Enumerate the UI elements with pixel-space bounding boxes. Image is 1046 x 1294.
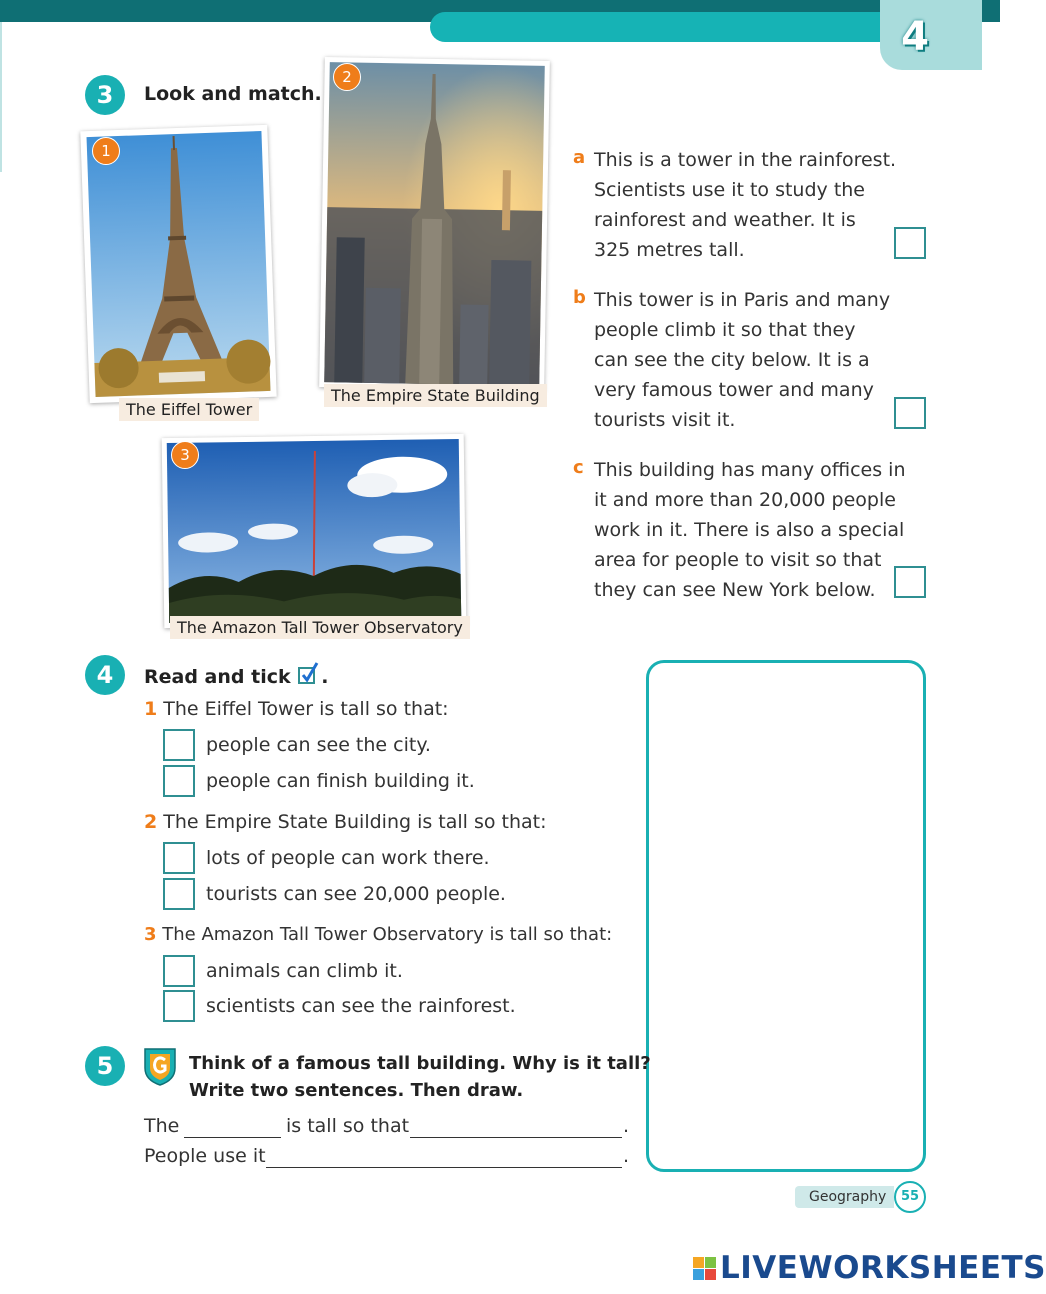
question-text: The Empire State Building is tall so that:: [163, 811, 547, 833]
tick-box-icon: [297, 662, 321, 691]
option-3b: scientists can see the rainforest.: [206, 995, 516, 1017]
statement-line: can see the city below. It is a: [594, 349, 870, 371]
sentence-1-start: The: [144, 1115, 180, 1137]
header-accent-bar: [430, 12, 900, 42]
liveworksheets-brand: LIVEWORKSHEETS: [720, 1250, 1046, 1286]
question-text: The Amazon Tall Tower Observatory is tall so that:: [162, 924, 613, 945]
question-number: 3: [144, 924, 157, 945]
sentence-1-middle: is tall so that: [286, 1115, 410, 1137]
question-2: [144, 811, 547, 833]
statement-line: 325 metres tall.: [594, 239, 745, 261]
photo-1-badge: 1: [92, 137, 120, 165]
question-number: 2: [144, 811, 158, 833]
page-number: 55: [894, 1181, 926, 1213]
match-box-b[interactable]: [894, 397, 926, 429]
liveworksheets-logo-icon: [692, 1255, 718, 1287]
question-number: 1: [144, 698, 158, 720]
statement-line: tourists visit it.: [594, 409, 736, 431]
subject-label: Geography: [795, 1186, 894, 1208]
question-1: [144, 698, 449, 720]
statement-line: they can see New York below.: [594, 579, 876, 601]
statement-letter: c: [573, 457, 584, 478]
eiffel-tower-photo: [80, 125, 276, 403]
exercise-4-title-end: .: [321, 666, 329, 688]
statement-line: it and more than 20,000 people: [594, 489, 896, 511]
option-1b: people can finish building it.: [206, 770, 475, 792]
exercise-4-number: 4: [85, 655, 125, 695]
option-2a: lots of people can work there.: [206, 847, 490, 869]
exercise-5-number: 5: [85, 1046, 125, 1086]
exercise-3-number: 3: [85, 75, 125, 115]
left-rule: [0, 22, 2, 172]
amazon-tower-caption: The Amazon Tall Tower Observatory: [170, 616, 470, 639]
exercise-5-line-1: Think of a famous tall building. Why is it tall?: [189, 1053, 651, 1074]
empire-state-photo: [319, 57, 550, 391]
amazon-tower-photo: [162, 434, 467, 628]
tick-box-3a[interactable]: [163, 955, 195, 987]
statement-line: This tower is in Paris and many: [594, 289, 891, 311]
tick-box-3b[interactable]: [163, 990, 195, 1022]
sentence-2-start: People use it: [144, 1145, 266, 1167]
answer-blank-use[interactable]: [266, 1167, 622, 1168]
exercise-3-title: Look and match.: [144, 83, 322, 105]
tick-box-1a[interactable]: [163, 729, 195, 761]
option-1a: people can see the city.: [206, 734, 431, 756]
statement-line: people climb it so that they: [594, 319, 856, 341]
drawing-area[interactable]: [646, 660, 926, 1172]
sentence-1-end: .: [623, 1115, 630, 1137]
exercise-5-line-2: Write two sentences. Then draw.: [189, 1080, 524, 1101]
tick-box-2a[interactable]: [163, 842, 195, 874]
statement-line: area for people to visit so that: [594, 549, 882, 571]
match-box-a[interactable]: [894, 227, 926, 259]
question-text: The Eiffel Tower is tall so that:: [163, 698, 449, 720]
unit-number: 4: [901, 14, 929, 60]
answer-blank-building[interactable]: [184, 1137, 281, 1138]
option-2b: tourists can see 20,000 people.: [206, 883, 506, 905]
match-box-c[interactable]: [894, 566, 926, 598]
statement-line: Scientists use it to study the: [594, 179, 866, 201]
photo-2-badge: 2: [333, 63, 361, 91]
exercise-4-title-text: Read and tick: [144, 666, 291, 688]
tick-box-2b[interactable]: [163, 878, 195, 910]
answer-blank-reason[interactable]: [410, 1137, 622, 1138]
sentence-2-end: .: [623, 1145, 630, 1167]
statement-line: work in it. There is also a special: [594, 519, 905, 541]
option-3a: animals can climb it.: [206, 960, 403, 982]
tick-box-1b[interactable]: [163, 765, 195, 797]
statement-letter: a: [573, 147, 586, 168]
statement-line: rainforest and weather. It is: [594, 209, 856, 231]
eiffel-tower-caption: The Eiffel Tower: [119, 398, 259, 421]
photo-3-badge: 3: [171, 441, 199, 469]
statement-letter: b: [573, 287, 586, 308]
statement-line: This is a tower in the rainforest.: [594, 149, 897, 171]
critical-thinking-shield-icon: [142, 1046, 178, 1090]
statement-line: This building has many offices in: [594, 459, 906, 481]
exercise-4-title: [144, 662, 328, 691]
question-3: [144, 924, 612, 945]
empire-state-caption: The Empire State Building: [324, 384, 547, 407]
statement-line: very famous tower and many: [594, 379, 874, 401]
